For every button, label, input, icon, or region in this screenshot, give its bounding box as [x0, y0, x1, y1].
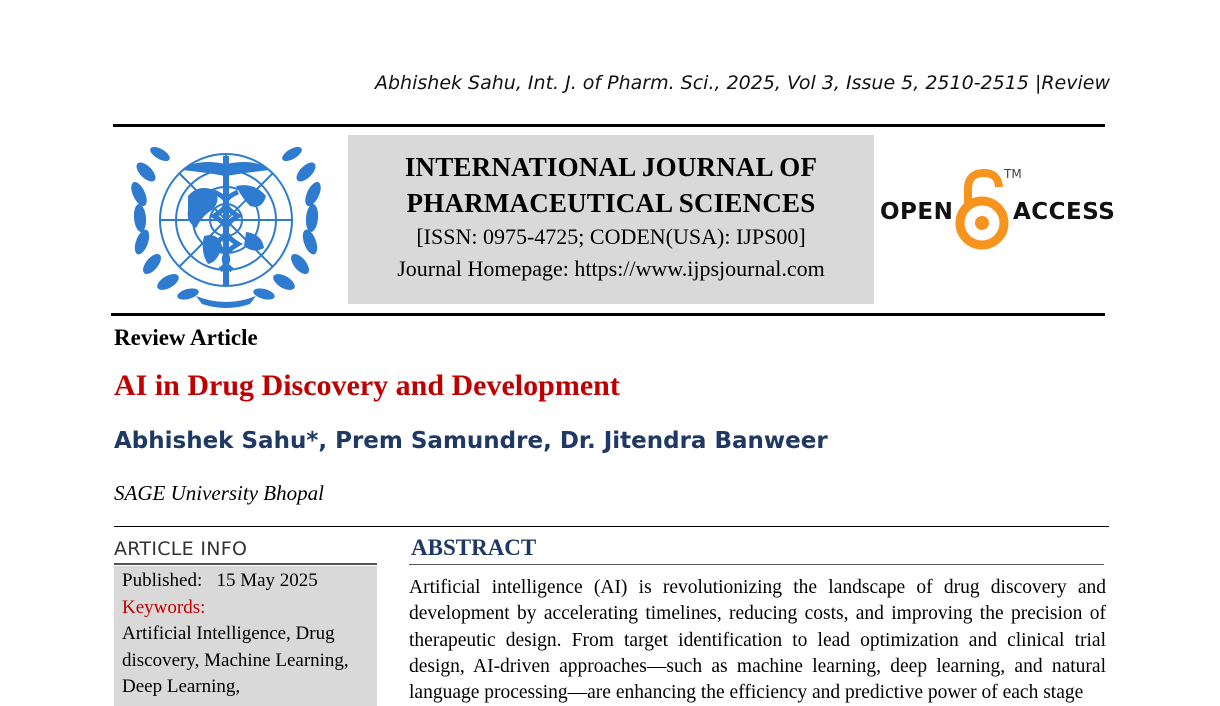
- published-date: 15 May 2025: [216, 570, 318, 591]
- section-divider: [114, 526, 1109, 527]
- published-label: Published:: [122, 570, 203, 591]
- article-info-underline: [114, 563, 377, 565]
- running-head: Abhishek Sahu, Int. J. of Pharm. Sci., 2025, Vol 3, Issue 5, 2510-2515 |Review: [375, 72, 1110, 94]
- article-authors: Abhishek Sahu*, Prem Samundre, Dr. Jitendra Banweer: [114, 428, 828, 454]
- bottom-rule: [111, 313, 1105, 316]
- open-access-open: OPEN: [880, 199, 954, 225]
- keywords-label: Keywords:: [122, 596, 206, 618]
- article-info-heading: ARTICLE INFO: [114, 538, 248, 560]
- abstract-heading: ABSTRACT: [411, 535, 537, 560]
- journal-homepage: Journal Homepage: https://www.ijpsjournal.com: [397, 256, 825, 281]
- journal-title-line2: PHARMACEUTICAL SCIENCES: [406, 188, 816, 218]
- journal-title-line1: INTERNATIONAL JOURNAL OF: [404, 152, 818, 182]
- trademark-mark: TM: [1004, 167, 1022, 181]
- journal-title: [348, 149, 874, 221]
- keywords-list: Artificial Intelligence, Drug discovery, Machine Learning, Deep Learning,: [122, 623, 349, 697]
- author-affiliation: SAGE University Bhopal: [114, 481, 324, 505]
- open-access-badge: [880, 165, 1116, 255]
- article-title: AI in Drug Discovery and Development: [114, 369, 620, 402]
- journal-masthead: [348, 135, 874, 304]
- abstract-underline: [409, 564, 1104, 565]
- article-info-box: [114, 566, 377, 706]
- open-access-access: ACCESS: [1013, 199, 1116, 225]
- journal-logo: [126, 136, 326, 308]
- published-row: [122, 568, 369, 595]
- abstract-body: Artificial intelligence (AI) is revolutionizing the landscape of drug discovery and development by accelerating timelines, reducing costs, and improving the precision of therapeutic design. From target identification to lead optimization and clinical trial design, AI-driven approaches—such as machine learning, deep learning, and natural language processing—are enhancing the efficiency and predictive power of each stage: [409, 577, 1106, 704]
- top-rule: [113, 124, 1105, 127]
- un-emblem-icon: [126, 136, 326, 308]
- article-type: Review Article: [114, 325, 258, 350]
- issn-line: [ISSN: 0975-4725; CODEN(USA): IJPS00]: [416, 224, 806, 249]
